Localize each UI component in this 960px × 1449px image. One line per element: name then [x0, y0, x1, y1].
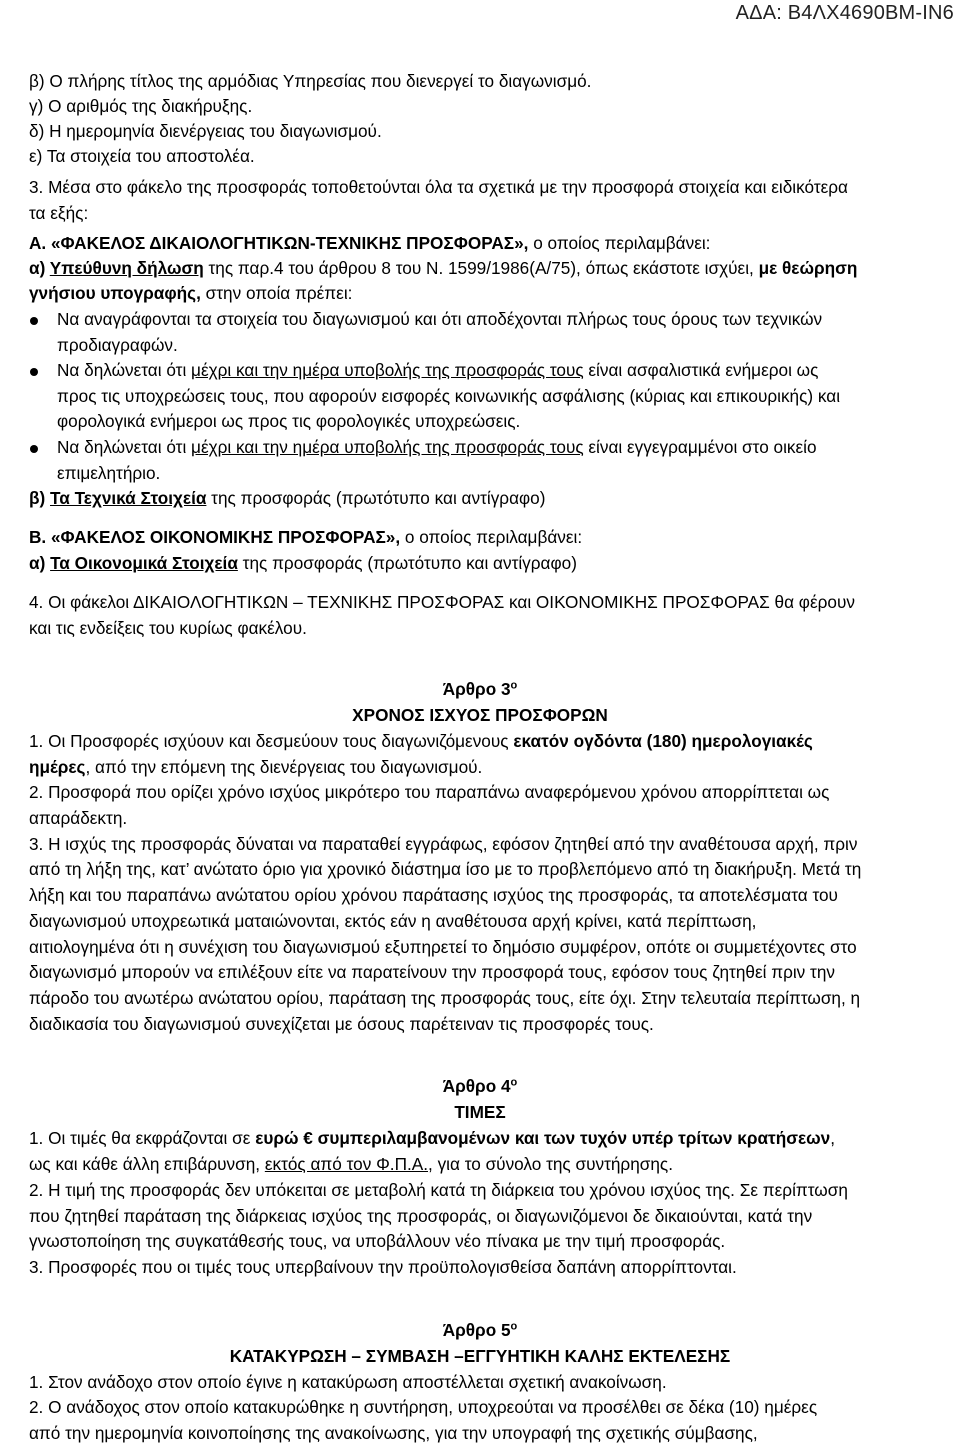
article-4-number: [0, 1076, 960, 1096]
article-4-p2-line3: γνωστοποίηση της συγκατάθεσής τους, να υποβάλλουν νέο πίνακα με την τιμή προσφοράς.: [29, 1231, 726, 1251]
article-3-p3-line2: από τη λήξη της, κατ’ ανώτατο όριο για χρονικό διάστημα ίσο με το προβλεπόμενο από τη διακήρυξη. Μετά τη: [29, 859, 862, 879]
article-3-p3-line1: 3. Η ισχύς της προσφοράς δύναται να παραταθεί εγγράφως, εφόσον ζητηθεί από την αναθέτουσα αρχή, πριν: [29, 834, 858, 854]
article-4-p1-line2: [29, 1154, 905, 1174]
article-3-p2-line1: 2. Προσφορά που ορίζει χρόνο ισχύος μικρότερο του παραπάνω αναφερόμενου χρόνου απορρίπτεται ως: [29, 782, 830, 802]
article-3-p1-line2-bold: ημέρες: [29, 757, 86, 777]
article-4-p1-c: ,: [830, 1128, 835, 1148]
para3-line1: 3. Μέσα στο φάκελο της προσφοράς τοποθετούνται όλα τα σχετικά με την προσφορά στοιχεία και ειδικότερα: [29, 177, 848, 197]
article-3-p1-line1: [29, 731, 905, 751]
bullet-2-line1-a: Να δηλώνεται ότι: [57, 360, 192, 380]
article-3-p3-line6: διαγωνισμό μπορούν να επιλέξουν είτε να παρατείνουν την προσφορά τους, εφόσον τους ζητηθεί πριν την: [29, 962, 835, 982]
section-b-item-a-prefix: α): [29, 553, 51, 573]
article-3-number-text: Άρθρο 3: [442, 679, 511, 699]
article-4-p1-line2-a: ως και κάθε άλλη επιβάρυνση,: [29, 1154, 265, 1174]
ada-code: ΑΔΑ: Β4ΛΧ4690ΒΜ-ΙΝ6: [735, 2, 954, 24]
section-b-heading-bold: Β. «ΦΑΚΕΛΟΣ ΟΙΚΟΝΟΜΙΚΗΣ ΠΡΟΣΦΟΡΑΣ»,: [29, 527, 401, 547]
bullet-1-line1: Να αναγράφονται τα στοιχεία του διαγωνισμού και ότι αποδέχονται πλήρως τους όρους των τεχνικών: [57, 309, 823, 329]
bullet-3-line1-underlined: μέχρι και την ημέρα υποβολής της προσφοράς τους: [191, 437, 584, 457]
article-4-p1-line2-underlined: εκτός από τον Φ.Π.Α.: [264, 1154, 429, 1174]
section-b-heading-rest: ο οποίος περιλαμβάνει:: [400, 527, 583, 547]
article-4-p1-line2-b: , για το σύνολο της συντήρησης.: [428, 1154, 673, 1174]
para4-line2: και τις ενδείξεις του κυρίως φακέλου.: [29, 618, 307, 638]
article-4-p1-bold: ευρώ € συμπεριλαμβανομένων και των τυχόν υπέρ τρίτων κρατήσεων: [255, 1128, 831, 1148]
article-3-number-sup: ο: [510, 679, 518, 692]
article-4-p1-a: 1. Οι τιμές θα εκφράζονται σε: [29, 1128, 256, 1148]
bullet-3-line2: επιμελητήριο.: [57, 463, 161, 483]
para4-line1: 4. Οι φάκελοι ΔΙΚΑΙΟΛΟΓΗΤΙΚΩΝ – ΤΕΧΝΙΚΗΣ ΠΡΟΣΦΟΡΑΣ και ΟΙΚΟΝΟΜΙΚΗΣ ΠΡΟΣΦΟΡΑΣ θα φέρουν: [29, 592, 855, 612]
bullet-3-dot: [30, 445, 38, 453]
item-a-prefix: α): [29, 258, 50, 278]
para3-line2: τα εξής:: [29, 203, 89, 223]
section-a-heading-bold: Α. «ΦΑΚΕΛΟΣ ΔΙΚΑΙΟΛΟΓΗΤΙΚΩΝ-ΤΕΧΝΙΚΗΣ ΠΡΟΣΦΟΡΑΣ»,: [29, 233, 529, 253]
item-a-line2-bold: γνήσιου υπογραφής,: [29, 283, 201, 303]
section-a-heading-rest: ο οποίος περιλαμβάνει:: [528, 233, 711, 253]
bullet-1-dot: [30, 317, 38, 325]
article-5-p1: 1. Στον ανάδοχο στον οποίο έγινε η κατακύρωση αποστέλλεται σχετική ανακοίνωση.: [29, 1372, 667, 1392]
item-b-prefix: β): [29, 488, 50, 508]
article-3-p1-bold: εκατόν ογδόντα (180) ημερολογιακές: [513, 731, 813, 751]
bullet-2-line1-underlined: μέχρι και την ημέρα υποβολής της προσφοράς τους: [191, 360, 584, 380]
bullet-2-line2: προς τις υποχρεώσεις τους, που αφορούν εισφορές κοινωνικής ασφάλισης (κύριας και επικουρικής) και: [57, 386, 841, 406]
item-b-underlined: Τα Τεχνικά Στοιχεία: [50, 488, 207, 508]
article-3-p3-line8: διαδικασία του διαγωνισμού συνεχίζεται με όσους παρέτειναν τις προσφορές τους.: [29, 1014, 654, 1034]
intro-line-e: ε) Τα στοιχεία του αποστολέα.: [29, 146, 255, 166]
item-b-rest: της προσφοράς (πρωτότυπο και αντίγραφο): [206, 488, 546, 508]
item-a-rest: της παρ.4 του άρθρου 8 του Ν. 1599/1986(Α/75), όπως εκάστοτε ισχύει,: [203, 258, 759, 278]
bullet-2-line1-b: είναι ασφαλιστικά ενήμεροι ως: [583, 360, 819, 380]
bullet-2-line3: φορολογικά ενήμεροι ως προς τις φορολογικές υποχρεώσεις.: [57, 411, 521, 431]
article-5-p2-line2: από την ημερομηνία κοινοποίησης της ανακοίνωσης, για την υπογραφή της σχετικής σύμβασης,: [29, 1423, 758, 1443]
intro-line-b: β) Ο πλήρης τίτλος της αρμόδιας Υπηρεσίας που διενεργεί το διαγωνισμό.: [29, 71, 592, 91]
article-3-p2-line2: απαράδεκτη.: [29, 808, 128, 828]
intro-line-d: δ) Η ημερομηνία διενέργειας του διαγωνισμού.: [29, 121, 382, 141]
item-a-bold-end: με θεώρηση: [758, 258, 858, 278]
article-3-p3-line4: διαγωνισμού υποχρεωτικά ματαιώνονται, εκτός εάν η αναθέτουσα αρχή κρίνει, κατά περίπτωση,: [29, 911, 757, 931]
article-3-p1-line2-rest: , από την επόμενη της διενέργειας του διαγωνισμού.: [85, 757, 483, 777]
article-5-p2-line1: 2. Ο ανάδοχος στον οποίο κατακυρώθηκε η συντήρηση, υποχρεούται να προσέλθει σε δέκα (10) ημέρες: [29, 1397, 818, 1417]
article-3-p1-line2: [29, 757, 905, 777]
article-3-number: [0, 679, 960, 699]
bullet-2-dot: [30, 368, 38, 376]
article-4-p1-line1: [29, 1128, 905, 1148]
article-5-number-text: Άρθρο 5: [442, 1320, 511, 1340]
article-4-p2-line2: που ζητηθεί παράταση της διάρκειας ισχύος της προσφοράς, οι διαγωνιζόμενοι δε δικαιούνται, κατά την: [29, 1206, 813, 1226]
article-3-p1-a: 1. Οι Προσφορές ισχύουν και δεσμεύουν τους διαγωνιζόμενους: [29, 731, 514, 751]
bullet-2-line1: [57, 360, 905, 380]
article-3-p3-line7: πάροδο του ανωτέρω ανώτατου ορίου, παράταση της προσφοράς τους, είτε όχι. Στην τελευταία περίπτωση, η: [29, 988, 861, 1008]
bullet-1-line2: προδιαγραφών.: [57, 335, 178, 355]
section-b-item-a-underlined: Τα Οικονομικά Στοιχεία: [50, 553, 238, 573]
section-a-item-b: [29, 488, 905, 508]
article-4-p2-line1: 2. Η τιμή της προσφοράς δεν υπόκειται σε μεταβολή κατά τη διάρκεια του χρόνου ισχύος της. Σε περίπτωση: [29, 1180, 848, 1200]
article-5-title: ΚΑΤΑΚΥΡΩΣΗ – ΣΥΜΒΑΣΗ –ΕΓΓΥΗΤΙΚΗ ΚΑΛΗΣ ΕΚΤΕΛΕΣΗΣ: [229, 1346, 731, 1366]
section-a-item-a-line2: [29, 283, 905, 303]
section-a-item-a: [29, 258, 905, 278]
article-3-p3-line3: λήξη και του παραπάνω ανώτατου ορίου χρόνου παράτασης ισχύος της προσφοράς, τα αποτελέσματα του: [29, 885, 838, 905]
section-b-item-a: [29, 553, 905, 573]
article-4-title: ΤΙΜΕΣ: [454, 1102, 506, 1122]
bullet-3-line1-b: είναι εγγεγραμμένοι στο οικείο: [583, 437, 817, 457]
article-3-title: ΧΡΟΝΟΣ ΙΣΧΥΟΣ ΠΡΟΣΦΟΡΩΝ: [352, 705, 608, 725]
bullet-3-line1: [57, 437, 905, 457]
item-a-line2-rest: στην οποία πρέπει:: [200, 283, 353, 303]
item-a-underlined: Υπεύθυνη δήλωση: [49, 258, 204, 278]
section-a-heading: [29, 233, 905, 253]
article-3-p3-line5: αιτιολογημένα ότι η συνέχιση του διαγωνισμού εξυπηρετεί το δημόσιο συμφέρον, οπότε οι συμμετέχοντες στο: [29, 937, 857, 957]
article-4-p3: 3. Προσφορές που οι τιμές τους υπερβαίνουν την προϋπολογισθείσα δαπάνη απορρίπτονται.: [29, 1257, 737, 1277]
section-b-item-a-rest: της προσφοράς (πρωτότυπο και αντίγραφο): [237, 553, 577, 573]
section-b-heading: [29, 527, 905, 547]
article-5-number-sup: ο: [510, 1320, 518, 1333]
article-5-number: [0, 1320, 960, 1340]
article-4-number-text: Άρθρο 4: [442, 1076, 511, 1096]
intro-line-c: γ) Ο αριθμός της διακήρυξης.: [29, 96, 253, 116]
article-4-number-sup: ο: [510, 1076, 518, 1089]
bullet-3-line1-a: Να δηλώνεται ότι: [57, 437, 192, 457]
